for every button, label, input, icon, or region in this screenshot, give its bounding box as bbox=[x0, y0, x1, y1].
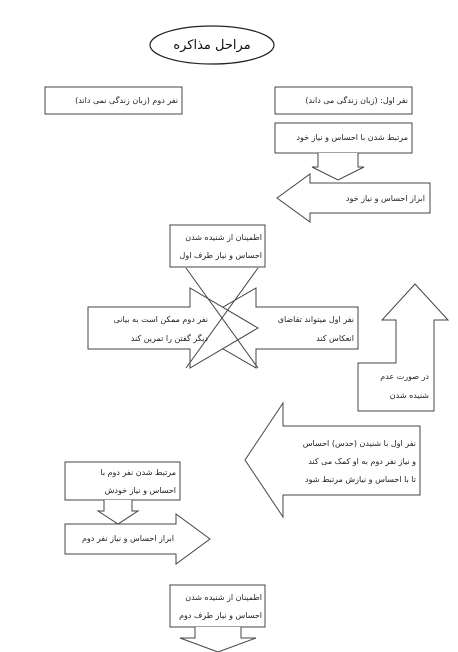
express-person2-label: ابراز احساس و نیاز نفر دوم bbox=[81, 534, 174, 543]
connect-self-label: مرتبط شدن با احساس و نیاز خود bbox=[296, 133, 408, 142]
down-arrow-3 bbox=[180, 627, 256, 652]
empathy-line-3: تا با احساس و نیازش مرتبط شود bbox=[305, 475, 416, 484]
down-arrow-1 bbox=[312, 153, 364, 180]
diagram-title: مراحل مذاکره bbox=[173, 37, 251, 53]
empathy-line-1: نفر اول با شنیدن (حدس) احساس bbox=[302, 439, 416, 448]
ensure-heard-2-line-2: احساس و نیاز طرف دوم bbox=[179, 611, 262, 620]
down-arrow-2 bbox=[98, 500, 138, 524]
person2-may-say-arrow bbox=[88, 288, 258, 368]
person1-reflect-line-2: انعکاس کند bbox=[316, 334, 354, 343]
person2-connect-line-2: احساس و نیاز خودش bbox=[104, 486, 176, 495]
person2-may-say-line-2: دیگر گفتن را تمرین کند bbox=[130, 334, 208, 343]
ensure-heard-2-line-1: اطمینان از شنیده شدن bbox=[185, 593, 262, 602]
if-not-heard-line-2: شنیده شدن bbox=[389, 391, 429, 400]
person1-reflect-line-1: نفر اول میتواند تقاضای bbox=[277, 315, 354, 324]
express-self-label: ابراز احساس و نیاز خود bbox=[345, 194, 425, 203]
person2-connect-line-1: مرتبط شدن نفر دوم با bbox=[100, 468, 176, 477]
person2-may-say-line-1: نفر دوم ممکن است به بیانی bbox=[113, 315, 208, 324]
ensure-heard-line-2: احساس و نیاز طرف اول bbox=[179, 251, 262, 260]
if-not-heard-line-1: در صورت عدم bbox=[380, 372, 429, 381]
empathy-line-2: و نیاز نفر دوم به او کمک می کند bbox=[308, 457, 416, 466]
person1-header-label: نفر اول: (زبان زندگی می داند) bbox=[305, 96, 408, 105]
person2-header-label: نفر دوم (زبان زندگی نمی داند) bbox=[75, 96, 178, 105]
ensure-heard-line-1: اطمینان از شنیده شدن bbox=[185, 233, 262, 242]
